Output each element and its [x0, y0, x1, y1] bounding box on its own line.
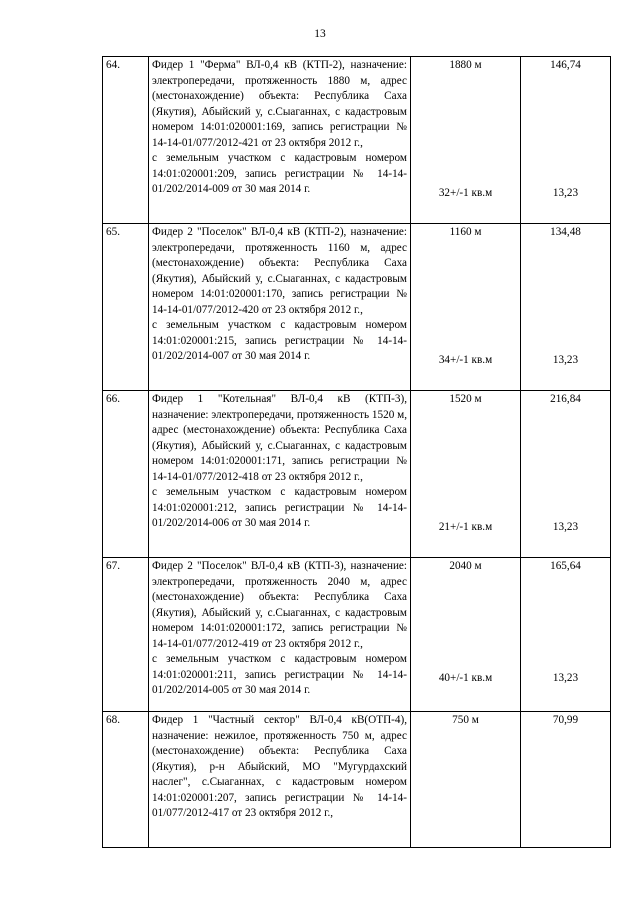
row-number: 66. — [103, 391, 149, 558]
table-row — [103, 391, 611, 558]
facility-description: Фидер 2 "Поселок" ВЛ-0,4 кВ (КТП-3), назначение: электропередачи, протяженность 2040 м, адрес (местонахождение) объекта: Республика Саха (Якутия), Абыйский у, с.Сыаганнах, с кадастровым номером 14:01:020001:172, запись регистрации № 14-14-01/077/2012-419 от 23 октября 2012 г., — [152, 560, 407, 650]
value-cell — [521, 558, 611, 712]
value-cell — [521, 57, 611, 224]
table-row — [103, 224, 611, 391]
facility-length: 750 м — [452, 714, 479, 726]
land-value: 13,23 — [552, 186, 579, 199]
land-plot-description: с земельным участком с кадастровым номером 14:01:020001:211, запись регистрации № 14-14-01/202/2014-005 от 30 мая 2014 г. — [152, 653, 407, 696]
quantity-cell — [411, 712, 521, 848]
row-number: 65. — [103, 224, 149, 391]
facility-length: 1520 м — [449, 393, 482, 405]
table-row — [103, 712, 611, 848]
facility-value: 165,64 — [550, 560, 581, 572]
property-registry-table — [102, 56, 611, 848]
object-description — [149, 558, 411, 712]
facility-description: Фидер 1 "Котельная" ВЛ-0,4 кВ (КТП-3), назначение: электропередачи, протяженность 1520 м, адрес (местонахождение) объекта: Республика Саха (Якутия), Абыйский у, с.Сыаганнах, с кадастровым номером 14:01:020001:171, запись регистрации № 14-14-01/077/2012-418 от 23 октября 2012 г., — [152, 393, 407, 483]
facility-value: 146,74 — [550, 59, 581, 71]
quantity-cell — [411, 224, 521, 391]
land-area: 34+/-1 кв.м — [438, 353, 493, 366]
facility-description: Фидер 2 "Поселок" ВЛ-0,4 кВ (КТП-2), назначение: электропередачи, протяженность 1160 м, адрес (местонахождение) объекта: Республика Саха (Якутия), Абыйский у, с.Сыаганнах, с кадастровым номером 14:01:020001:170, запись регистрации № 14-14-01/077/2012-420 от 23 октября 2012 г., — [152, 226, 407, 316]
quantity-cell — [411, 57, 521, 224]
value-cell — [521, 224, 611, 391]
land-value: 13,23 — [552, 520, 579, 533]
facility-description: Фидер 1 "Ферма" ВЛ-0,4 кВ (КТП-2), назначение: электропередачи, протяженность 1880 м, адрес (местонахождение) объекта: Республика Саха (Якутия), Абыйский у, с.Сыаганнах, с кадастровым номером 14:01:020001:169, запись регистрации № 14-14-01/077/2012-421 от 23 октября 2012 г., — [152, 59, 407, 149]
quantity-cell — [411, 391, 521, 558]
table-row — [103, 57, 611, 224]
row-number: 67. — [103, 558, 149, 712]
page-number: 13 — [314, 28, 326, 40]
land-area: 32+/-1 кв.м — [438, 186, 493, 199]
row-number: 64. — [103, 57, 149, 224]
land-area: 21+/-1 кв.м — [438, 520, 493, 533]
facility-value: 216,84 — [550, 393, 581, 405]
facility-length: 1880 м — [449, 59, 482, 71]
row-number: 68. — [103, 712, 149, 848]
land-value: 13,23 — [552, 671, 579, 684]
value-cell — [521, 391, 611, 558]
land-plot-description: с земельным участком с кадастровым номером 14:01:020001:215, запись регистрации № 14-14-01/202/2014-007 от 30 мая 2014 г. — [152, 319, 407, 362]
land-area: 40+/-1 кв.м — [438, 671, 493, 684]
facility-value: 134,48 — [550, 226, 581, 238]
object-description — [149, 712, 411, 848]
facility-length: 2040 м — [449, 560, 482, 572]
value-cell — [521, 712, 611, 848]
land-value: 13,23 — [552, 353, 579, 366]
land-plot-description: с земельным участком с кадастровым номером 14:01:020001:209, запись регистрации № 14-14-01/202/2014-009 от 30 мая 2014 г. — [152, 152, 407, 195]
facility-value: 70,99 — [552, 714, 579, 726]
object-description — [149, 391, 411, 558]
object-description — [149, 57, 411, 224]
table-row — [103, 558, 611, 712]
quantity-cell — [411, 558, 521, 712]
object-description — [149, 224, 411, 391]
facility-length: 1160 м — [449, 226, 482, 238]
facility-description: Фидер 1 "Частный сектор" ВЛ-0,4 кВ(ОТП-4), назначение: нежилое, протяженность 750 м, адрес (местонахождение) объекта: Республика Саха (Якутия), р-н Абыйский, МО "Мугурдахский наслег", с.Сыаганнах, с кадастровым номером 14:01:020001:207, запись регистрации № 14-14-01/077/2012-417 от 23 октября 2012 г., — [152, 714, 407, 819]
land-plot-description: с земельным участком с кадастровым номером 14:01:020001:212, запись регистрации № 14-14-01/202/2014-006 от 30 мая 2014 г. — [152, 486, 407, 529]
